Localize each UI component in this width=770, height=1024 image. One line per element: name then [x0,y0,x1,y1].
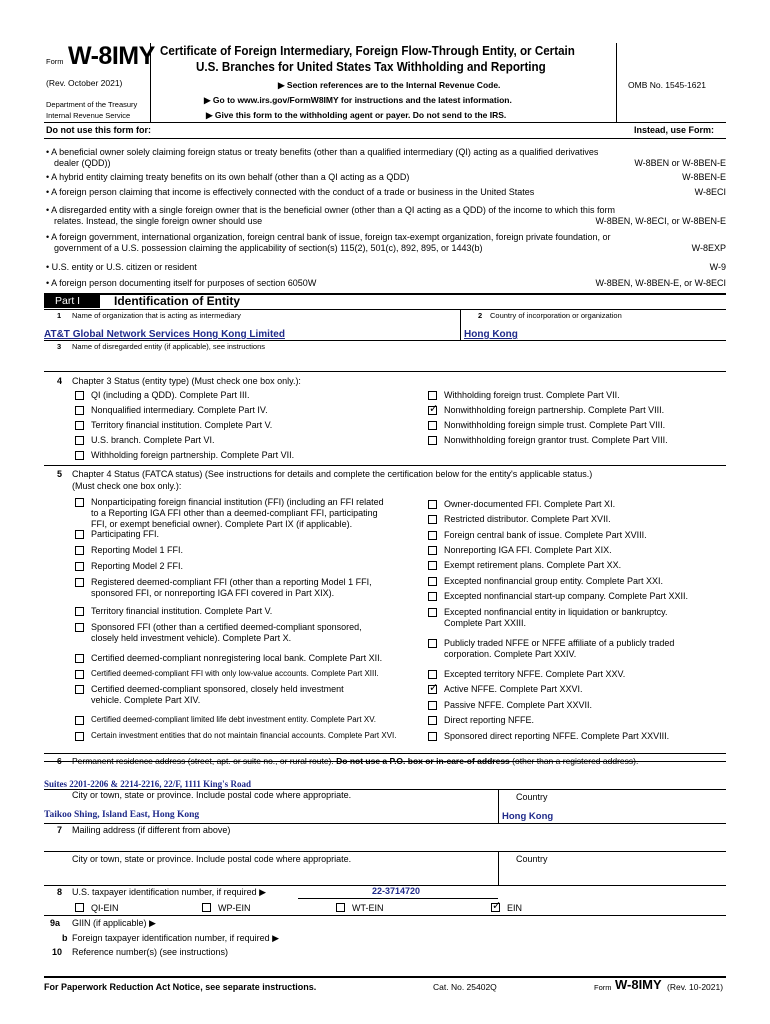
instruction-give-form: ▶ Give this form to the withholding agent or payer. Do not send to the IRS. [206,110,507,120]
line3-bottom-rule [44,371,726,372]
line6-strike-rule [44,761,726,762]
footer-revision: (Rev. 10-2021) [667,982,724,992]
part1-label-box [44,295,100,308]
ch4-right-label: Foreign central bank of issue. Complete Part XVIII. [444,530,647,540]
exclusion-form-name: W-8BEN, W-8ECI, or W-8BEN-E [595,216,726,226]
ch4-right-label: Sponsored direct reporting NFFE. Complete Part XXVIII. [444,731,670,741]
ch4-right-label: Excepted nonfinancial group entity. Complete Part XXI. [444,576,663,586]
line7-number: 7 [57,825,63,835]
ch3-right-label: Nonwithholding foreign simple trust. Complete Part VIII. [444,420,666,430]
line5-label: Chapter 4 Status (FATCA status) (See instructions for details and complete the certification below for the entity's applicable status.) [72,469,593,479]
dept-irs: Internal Revenue Service [46,111,131,120]
ch4-left-label: Nonparticipating foreign financial institution (FFI) (including an FFI related [91,497,384,507]
catalog-number: Cat. No. 25402Q [433,982,497,992]
exclusion-text: • A foreign government, international organization, foreign central bank of issue, foreign tax-exempt organization, foreign private foundation, or [46,232,611,242]
ch4-left-label: vehicle. Complete Part XIV. [91,695,201,705]
ch3-right-checkbox-3[interactable] [428,436,437,445]
line9a-number: 9a [50,918,61,928]
tin-type-label: QI-EIN [91,903,119,913]
ch4-right-checkbox-8[interactable] [428,639,437,648]
ch4-left-checkbox-5[interactable] [75,607,84,616]
line6-label-tail: (other than a registered address). [512,756,639,766]
line6-label-text: Permanent residence address (street, apt. or suite no., or rural route). [72,756,334,766]
ch4-left-checkbox-1[interactable] [75,530,84,539]
exclusion-form-name: W-8BEN or W-8BEN-E [634,158,726,168]
ch4-left-checkbox-8[interactable] [75,670,84,679]
city-bottom-rule [44,823,726,824]
tin-type-checkbox-2[interactable] [336,903,345,912]
line5-number: 5 [57,469,63,479]
line10-label: Reference number(s) (see instructions) [72,947,229,957]
omb-number: OMB No. 1545-1621 [628,80,706,90]
city2-country2-divider [498,851,499,885]
header-divider-left [150,43,151,122]
ch3-right-label: Withholding foreign trust. Complete Part VII. [444,390,620,400]
exclusion-text: • U.S. entity or U.S. citizen or resident [46,262,197,272]
footer-form-number: W-8IMY [615,977,662,992]
tin-type-checkbox-1[interactable] [202,903,211,912]
line1-label: Name of organization that is acting as intermediary [72,311,241,320]
line3-number: 3 [57,342,62,351]
header-divider-right [616,43,617,122]
do-not-use-heading: Do not use this form for: [46,125,151,135]
line9a-label: GIIN (if applicable) ▶ [72,918,156,928]
ch4-right-checkbox-3[interactable] [428,546,437,555]
ch4-right-label: Active NFFE. Complete Part XXVI. [444,684,583,694]
ch4-left-label: Territory financial institution. Complete Part V. [91,606,273,616]
exclusion-text-cont: government of a U.S. possession claiming the applicability of section(s) 115(2), 501(c), 892, 895, or 1443(b) [54,243,483,253]
check-mark-icon: ✓ [492,900,502,912]
exclusion-form-name: W-8ECI [694,187,726,197]
tin-type-label: WT-EIN [352,903,384,913]
line6-label-warning: Do not use a P.O. box or in-care-of address [336,756,510,766]
ch4-left-checkbox-0[interactable] [75,498,84,507]
ch4-left-label: Reporting Model 1 FFI. [91,545,184,555]
city-field[interactable]: Taikoo Shing, Island East, Hong Kong [44,810,200,820]
line7-label: Mailing address (if different from above) [72,825,231,835]
reference-number-field[interactable] [44,958,726,972]
ch4-right-label: corporation. Complete Part XXIV. [444,649,577,659]
instruction-irs-link[interactable]: ▶ Go to www.irs.gov/FormW8IMY for instructions and the latest information. [204,95,512,105]
line3-label: Name of disregarded entity (if applicable), see instructions [72,342,266,351]
ch3-left-checkbox-1[interactable] [75,406,84,415]
exclusion-form-name: W-8BEN, W-8BEN-E, or W-8ECI [595,278,726,288]
ch3-right-checkbox-2[interactable] [428,421,437,430]
line6-number: 6 [57,756,62,766]
line1-number: 1 [57,311,62,320]
exclusion-text: • A foreign person claiming that income is effectively connected with the conduct of a trade or business in the United States [46,187,535,197]
line8-label: U.S. taxpayer identification number, if required ▶ [72,887,267,897]
ch3-left-checkbox-2[interactable] [75,421,84,430]
ch4-left-label: Certain investment entities that do not maintain financial accounts. Complete Part XVI. [91,731,397,740]
ch3-right-label: Nonwithholding foreign grantor trust. Complete Part VIII. [444,435,668,445]
line4-label: Chapter 3 Status (entity type) (Must check one box only.): [72,376,301,386]
ch4-left-label: Certified deemed-compliant nonregistering local bank. Complete Part XII. [91,653,383,663]
exclusion-text: • A foreign person documenting itself for purposes of section 6050W [46,278,317,288]
ch4-right-label: Nonreporting IGA FFI. Complete Part XIX. [444,545,612,555]
exclusion-text-cont: dealer (QDD)) [54,158,111,168]
ch4-left-label: FFI, or exempt beneficial owner). Complete Part IX (if applicable). [91,519,353,529]
ch4-left-label: Certified deemed-compliant sponsored, closely held investment [91,684,344,694]
line9b-number: b [62,933,68,943]
form-title-line1: Certificate of Foreign Intermediary, Foreign Flow-Through Entity, or Certain [160,44,575,58]
line4-bottom-rule [44,465,726,466]
part1-label: Part I [55,295,81,307]
ch4-right-label: Direct reporting NFFE. [444,715,535,725]
ch4-right-label: Excepted nonfinancial entity in liquidation or bankruptcy. [444,607,668,617]
ch4-right-label: Owner-documented FFI. Complete Part XI. [444,499,616,509]
ch3-right-label: Nonwithholding foreign partnership. Complete Part VIII. [444,405,665,415]
form-title-line2: U.S. Branches for United States Tax Withholding and Reporting [196,60,546,74]
paperwork-notice: For Paperwork Reduction Act Notice, see separate instructions. [44,982,317,992]
ch4-right-checkbox-2[interactable] [428,531,437,540]
ch4-right-label: Restricted distributor. Complete Part XVII. [444,514,611,524]
ch3-right-checkbox-1[interactable] [428,403,439,415]
exclusion-text: • A beneficial owner solely claiming foreign status or treaty benefits (other than a qualified intermediary (QI) acting as a qualified derivatives [46,147,599,157]
mailing-country-field[interactable] [502,866,722,882]
instruction-section-refs: ▶ Section references are to the Internal Revenue Code. [278,80,501,90]
country2-label: Country [516,854,548,864]
ch4-right-checkbox-13[interactable] [428,732,437,741]
part1-title: Identification of Entity [114,294,240,308]
ch4-left-label: sponsored FFI, or nonreporting IGA FFI covered in Part XIX). [91,588,335,598]
city-label: City or town, state or province. Include postal code where appropriate. [72,790,352,800]
ch4-left-label: Sponsored FFI (other than a certified deemed-compliant sponsored, [91,622,362,632]
ch4-right-checkbox-10[interactable] [428,682,439,694]
line5-bottom-rule [44,753,726,754]
ch4-left-checkbox-7[interactable] [75,654,84,663]
line2-number: 2 [478,311,483,320]
exclusion-form-name: W-8EXP [691,243,726,253]
line8-number: 8 [57,887,63,897]
check-mark-icon: ✓ [429,403,439,415]
ch3-left-checkbox-4[interactable] [75,451,84,460]
foreign-tin-field[interactable] [320,931,720,944]
city-country-divider [498,789,499,823]
exclusion-top-rule [44,138,726,139]
ch4-left-checkbox-9[interactable] [75,685,84,694]
ch4-right-checkbox-9[interactable] [428,670,437,679]
exclusion-form-name: W-8BEN-E [682,172,726,182]
ch4-right-checkbox-4[interactable] [428,561,437,570]
us-tin-field[interactable]: 22-3714720 [372,886,421,896]
ch4-right-label: Excepted nonfinancial start-up company. Complete Part XXII. [444,591,688,601]
ch4-right-checkbox-1[interactable] [428,515,437,524]
tin-type-checkbox-0[interactable] [75,903,84,912]
ch4-left-label: Registered deemed-compliant FFI (other than a reporting Model 1 FFI, [91,577,372,587]
organization-name-field[interactable]: AT&T Global Network Services Hong Kong Limited [44,329,285,340]
ch4-right-label: Publicly traded NFFE or NFFE affiliate of a publicly traded [444,638,675,648]
ch4-left-label: closely held investment vehicle). Complete Part X. [91,633,292,643]
ch3-left-checkbox-3[interactable] [75,436,84,445]
footer-form-label: Form [594,983,612,992]
country-incorporation-field[interactable]: Hong Kong [464,329,518,340]
ch4-right-checkbox-5[interactable] [428,577,437,586]
ch3-left-label: U.S. branch. Complete Part VI. [91,435,215,445]
ch4-left-checkbox-2[interactable] [75,546,84,555]
line2-label: Country of incorporation or organization [490,311,622,320]
line1-line2-divider [460,309,461,340]
part1-title-rule [44,309,726,310]
line9b-label: Foreign taxpayer identification number, if required ▶ [72,933,280,943]
check-mark-icon: ✓ [429,682,439,694]
ch4-right-checkbox-12[interactable] [428,716,437,725]
exclusion-text-cont: relates. Instead, the single foreign owner should use [54,216,263,226]
tin-type-label: WP-EIN [218,903,251,913]
ch4-left-label: Certified deemed-compliant FFI with only low-value accounts. Complete Part XIII. [91,669,379,678]
tin-type-label: EIN [507,903,523,913]
tin-type-checkbox-3[interactable] [491,900,502,912]
line4-number: 4 [57,376,63,386]
us-tin-underline [298,898,498,899]
line1-bottom-rule [44,340,726,341]
ch4-left-checkbox-4[interactable] [75,578,84,587]
city2-label: City or town, state or province. Include postal code where appropriate. [72,854,352,864]
ch4-right-checkbox-6[interactable] [428,592,437,601]
ch3-right-checkbox-0[interactable] [428,391,437,400]
giin-field[interactable] [180,916,720,929]
ch4-right-label: Complete Part XXIII. [444,618,527,628]
mailing-city-field[interactable] [44,866,494,882]
header-bottom-rule [44,122,726,123]
permanent-address-field[interactable]: Suites 2201-2206 & 2214-2216, 22/F, 1111 King's Road [44,779,251,789]
ch4-left-checkbox-3[interactable] [75,562,84,571]
line5-label-cont: (Must check one box only.): [72,481,182,491]
ch4-right-label: Excepted territory NFFE. Complete Part XXV. [444,669,626,679]
ch4-left-label: Certified deemed-compliant limited life debt investment entity. Complete Part XV. [91,715,377,724]
ch4-left-checkbox-11[interactable] [75,732,84,741]
ch4-right-checkbox-0[interactable] [428,500,437,509]
ch4-right-label: Exempt retirement plans. Complete Part XX. [444,560,622,570]
ch4-left-label: Reporting Model 2 FFI. [91,561,184,571]
form-label: Form [46,57,64,66]
exclusion-text: • A hybrid entity claiming treaty benefits on its own behalf (other than a QI acting as a QDD) [46,172,410,182]
revision-date: (Rev. October 2021) [46,78,123,88]
line7-bottom-rule [44,851,726,852]
ch3-left-label: Nonqualified intermediary. Complete Part IV. [91,405,268,415]
line10-number: 10 [52,947,63,957]
instead-use-heading: Instead, use Form: [634,125,715,135]
ch3-left-label: Territory financial institution. Complete Part V. [91,420,273,430]
ch4-right-checkbox-7[interactable] [428,608,437,617]
ch3-left-label: Withholding foreign partnership. Complete Part VII. [91,450,295,460]
mailing-address-field[interactable] [44,836,726,850]
form-number: W-8IMY [68,42,155,70]
ch4-right-label: Passive NFFE. Complete Part XXVII. [444,700,593,710]
exclusion-form-name: W-9 [709,262,726,272]
dept-treasury: Department of the Treasury [46,100,138,109]
ch4-right-checkbox-11[interactable] [428,701,437,710]
ch4-left-checkbox-10[interactable] [75,716,84,725]
ch4-left-label: to a Reporting IGA FFI other than a deemed-compliant FFI, participating [91,508,378,518]
ch4-left-label: Participating FFI. [91,529,160,539]
disregarded-entity-field[interactable] [44,352,726,370]
country-field[interactable]: Hong Kong [502,811,554,822]
ch3-left-label: QI (including a QDD). Complete Part III. [91,390,250,400]
ch3-left-checkbox-0[interactable] [75,391,84,400]
country-label: Country [516,792,548,802]
exclusion-text: • A disregarded entity with a single foreign owner that is the beneficial owner (other than a QI acting as a QDD) of the income to which this form [46,205,615,215]
ch4-left-checkbox-6[interactable] [75,623,84,632]
